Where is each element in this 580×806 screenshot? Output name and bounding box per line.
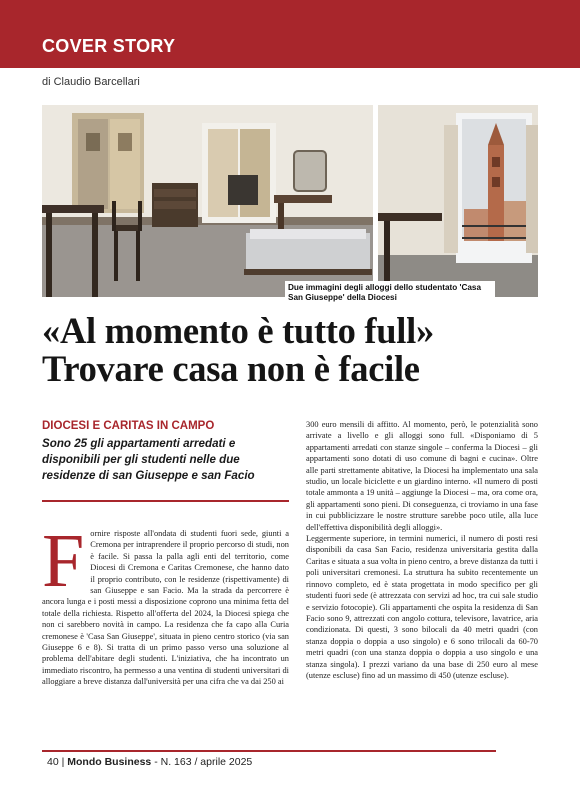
body-paragraph-2: Leggermente superiore, in termini numerici, il numero di posti resi disponibili da casa San Facio, residenza universitaria gestita dalla Caritas e situata a sua volta in pieno centro, a breve distanza da tutti i poli universitari cremonesi. La struttura ha subito recentemente un rinnovo completo, ed è stata progettata in modo specifico per gli studenti fuori sede (è attrezzata con servizi ad hoc, tra cui sale studio e servizio fotocopie). Gli appartamenti che ospita la residenza di San Facio sono 9, attrezzati con angolo cottura, televisore, lavatrice, aria condizionata. Di questi, 3 sono bilocali da 40 metri quadri (con stanza doppia o doppia a uso singolo) e 6 sono trilocali da 60-70 metri quadri (con una stanza doppia o doppia a uso singolo e una stanza singola). I prezzi variano da una base di 250 euro al mese (utenze escluse) fino ad un massimo di 450 (utenze escluse).: [306, 534, 538, 680]
body-column-left: [42, 528, 289, 758]
page-footer: [47, 756, 252, 768]
magazine-name: Mondo Business: [67, 756, 152, 768]
deck-divider: [42, 500, 289, 502]
body-column-left-text: ornire risposte all'ondata di studenti fuori sede, giunti a Cremona per intraprendere il proprio percorso di studi, non è facile. Si passa la palla agli enti del territorio, come Diocesi di Cremona e Caritas Cremonese, che hanno dato il proprio contributo, con le residenze (rispettivamente) di san Giuseppe e san Facio. Ma la strada da percorrere è ancora lunga e i posti messi a disposizione coprono una minima fetta del totale della richiesta. Rispetto all'offerta del 2024, la Diocesi spiega che non ci sarebbero novità in campo. La residenza che fa capo alla Curia cremonese è 'Casa San Giuseppe', situata in pieno centro storico (via san Giuseppe 6 e 8). Si tratta di un primo passo verso una soluzione al problema dell'abitare degli studenti. L'iniziativa, che ha incontrato un immediato riscontro, ha permesso a una ventina di studenti universitari di alloggiare a breve distanza dall'università per una cifra che va dai 250 ai: [42, 529, 289, 687]
room-photo-right-image: [378, 105, 538, 297]
room-photo-left: [42, 105, 373, 297]
drop-cap: F: [42, 528, 85, 603]
photo-caption: Due immagini degli alloggi dello studentato 'Casa San Giuseppe' della Diocesi: [285, 281, 495, 304]
body-column-right: [306, 419, 538, 759]
deck: Sono 25 gli appartamenti arredati e disponibili per gli studenti nelle due residenze di san Giuseppe e san Facio: [42, 437, 255, 482]
kicker: DIOCESI E CARITAS IN CAMPO: [42, 420, 215, 432]
header-band: [0, 0, 580, 68]
headline: [42, 312, 542, 388]
section-label: COVER STORY: [42, 36, 176, 56]
room-photo-left-image: [42, 105, 373, 297]
body-paragraph-1: 300 euro mensili di affitto. Al momento, però, le potenzialità sono arrivate a livello e gli alloggi sono full. «Disponiamo di 5 appartamenti arredati con stanze singole – conferma la Diocesi – gli appartamenti sono dotati di uso comune di bagni e cucina». Oltre alle parti strettamente abitative, la Diocesi ha implementato una sala studio, un locale biciclette e un giardino interno. «Il numero di posti totale ammonta a 19 unità – aggiunge la Diocesi – ma, ora come ora, gli appartamenti sono pieni. Di conseguenza, ci troviamo in una fase in cui pubblicizzare le nostre strutture sarebbe poco utile, alla luce dell'effettiva disponibilità degli alloggi».: [306, 420, 538, 532]
page-number: 40: [47, 756, 59, 768]
issue-info: - N. 163 / aprile 2025: [154, 756, 253, 768]
footer-divider: [42, 750, 496, 752]
byline: di Claudio Barcellari: [42, 76, 140, 88]
room-photo-right: [378, 105, 538, 297]
headline-line-1: «Al momento è tutto full»: [42, 310, 434, 351]
footer-separator: |: [61, 756, 65, 768]
headline-line-2: Trovare casa non è facile: [42, 348, 420, 389]
